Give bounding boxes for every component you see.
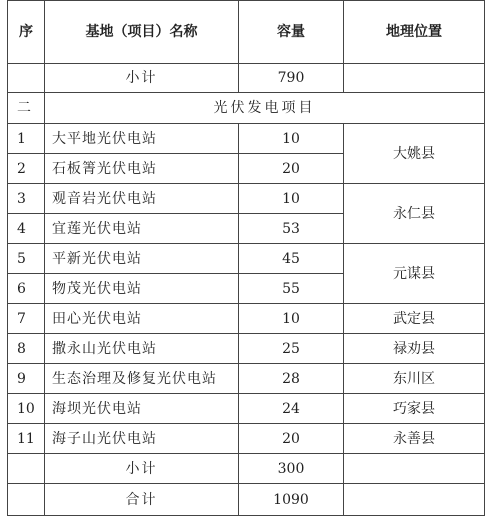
row-index: 7 (8, 304, 45, 334)
empty-cell (8, 64, 45, 93)
project-location: 大姚县 (344, 124, 485, 184)
header-location: 地理位置 (344, 1, 485, 64)
table-row (8, 244, 485, 274)
table-row (8, 394, 485, 424)
empty-cell (344, 484, 485, 516)
table-row (8, 304, 485, 334)
section-row (8, 93, 485, 124)
row-index: 6 (8, 274, 45, 304)
row-index: 5 (8, 244, 45, 274)
project-name: 田心光伏电站 (45, 304, 239, 334)
row-index: 9 (8, 364, 45, 394)
project-capacity: 20 (239, 154, 344, 184)
header-name: 基地（项目）名称 (45, 1, 239, 64)
project-location: 永善县 (344, 424, 485, 454)
section-subtotal-label: 小计 (45, 454, 239, 484)
project-capacity: 45 (239, 244, 344, 274)
capacity-table (7, 0, 485, 516)
section-subtotal-capacity: 300 (239, 454, 344, 484)
project-capacity: 10 (239, 184, 344, 214)
project-location: 巧家县 (344, 394, 485, 424)
project-name: 宜莲光伏电站 (45, 214, 239, 244)
project-location: 武定县 (344, 304, 485, 334)
empty-cell (344, 454, 485, 484)
table-row (8, 184, 485, 214)
project-capacity: 20 (239, 424, 344, 454)
previous-subtotal-label: 小计 (45, 64, 239, 93)
table-row (8, 424, 485, 454)
project-name: 观音岩光伏电站 (45, 184, 239, 214)
project-name: 海子山光伏电站 (45, 424, 239, 454)
project-capacity: 53 (239, 214, 344, 244)
grand-total-label: 合计 (45, 484, 239, 516)
table-header-row (8, 1, 485, 64)
header-capacity: 容量 (239, 1, 344, 64)
header-index: 序 (8, 1, 45, 64)
project-capacity: 24 (239, 394, 344, 424)
row-index: 4 (8, 214, 45, 244)
empty-cell (8, 484, 45, 516)
row-index: 1 (8, 124, 45, 154)
project-capacity: 10 (239, 304, 344, 334)
section-index: 二 (8, 93, 45, 124)
project-location: 永仁县 (344, 184, 485, 244)
project-capacity: 28 (239, 364, 344, 394)
row-index: 10 (8, 394, 45, 424)
project-name: 大平地光伏电站 (45, 124, 239, 154)
section-title: 光伏发电项目 (45, 93, 485, 124)
project-capacity: 55 (239, 274, 344, 304)
project-name: 石板箐光伏电站 (45, 154, 239, 184)
project-capacity: 25 (239, 334, 344, 364)
empty-cell (8, 454, 45, 484)
table-row (8, 334, 485, 364)
row-index: 3 (8, 184, 45, 214)
grand-total-row (8, 484, 485, 516)
table-row (8, 364, 485, 394)
grand-total-capacity: 1090 (239, 484, 344, 516)
section-subtotal-row (8, 454, 485, 484)
project-location: 元谋县 (344, 244, 485, 304)
project-name: 撒永山光伏电站 (45, 334, 239, 364)
previous-subtotal-capacity: 790 (239, 64, 344, 93)
table-row (8, 124, 485, 154)
empty-cell (344, 64, 485, 93)
project-name: 物茂光伏电站 (45, 274, 239, 304)
project-name: 海坝光伏电站 (45, 394, 239, 424)
row-index: 8 (8, 334, 45, 364)
project-capacity: 10 (239, 124, 344, 154)
project-location: 东川区 (344, 364, 485, 394)
row-index: 11 (8, 424, 45, 454)
project-name: 平新光伏电站 (45, 244, 239, 274)
project-name: 生态治理及修复光伏电站 (45, 364, 239, 394)
project-location: 禄劝县 (344, 334, 485, 364)
previous-subtotal-row (8, 64, 485, 93)
row-index: 2 (8, 154, 45, 184)
